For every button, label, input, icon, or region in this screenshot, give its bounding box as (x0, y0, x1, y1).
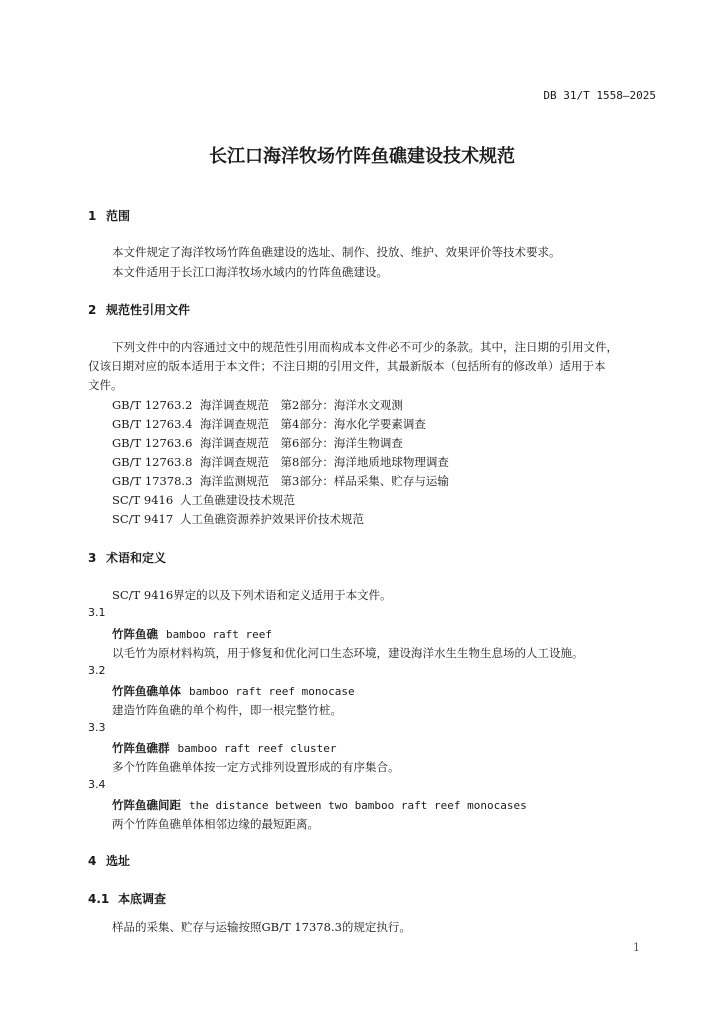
page-number: 1 (633, 941, 640, 954)
term-number: 3.3 (88, 721, 106, 734)
reference-code: SC/T 9417 (112, 512, 174, 526)
reference-title: 海洋调查规范 第2部分：海洋水文观测 (200, 398, 403, 412)
term-heading (112, 740, 336, 756)
reference-code: GB/T 17378.3 (112, 474, 193, 488)
term-english: the distance between two bamboo raft reef monocases (189, 799, 527, 812)
section-1-heading (88, 207, 130, 224)
term-number: 3.4 (88, 778, 106, 791)
paragraph: 本文件适用于长江口海洋牧场水域内的竹阵鱼礁建设。 (112, 265, 388, 279)
reference-title: 人工鱼礁建设技术规范 (180, 493, 295, 507)
term-heading (112, 683, 355, 699)
term-heading (112, 797, 527, 813)
term-definition: 建造竹阵鱼礁的单个构件，即一根完整竹桩。 (112, 703, 342, 717)
reference-item (112, 454, 449, 470)
term-english: bamboo raft reef monocase (189, 685, 355, 698)
reference-item (112, 511, 364, 527)
term-chinese: 竹阵鱼礁群 (112, 741, 170, 755)
term-english: bamboo raft reef cluster (177, 742, 337, 755)
term-heading (112, 626, 272, 642)
section-number: 1 (88, 209, 97, 223)
term-chinese: 竹阵鱼礁 (112, 627, 158, 641)
section-title: 范围 (106, 209, 131, 223)
subsection-number: 4.1 (88, 892, 110, 906)
term-english: bamboo raft reef (166, 628, 272, 641)
reference-item (112, 492, 295, 508)
section-number: 4 (88, 854, 97, 868)
reference-title: 海洋调查规范 第4部分：海水化学要素调查 (200, 417, 426, 431)
section-3-heading (88, 549, 166, 566)
reference-title: 海洋监测规范 第3部分：样品采集、贮存与运输 (200, 474, 449, 488)
reference-title: 海洋调查规范 第6部分：海洋生物调查 (200, 436, 403, 450)
subsection-4-1-heading (88, 890, 166, 907)
paragraph: 本文件规定了海洋牧场竹阵鱼礁建设的选址、制作、投放、维护、效果评价等技术要求。 (112, 245, 561, 259)
paragraph: 样品的采集、贮存与运输按照GB/T 17378.3的规定执行。 (112, 920, 411, 934)
paragraph-line: 下列文件中的内容通过文中的规范性引用而构成本文件必不可少的条款。其中，注日期的引用文件， (112, 340, 618, 354)
paragraph-line: 文件。 (88, 378, 123, 392)
reference-title: 海洋调查规范 第8部分：海洋地质地球物理调查 (200, 455, 449, 469)
section-number: 3 (88, 551, 97, 565)
reference-item (112, 473, 449, 489)
term-number: 3.1 (88, 606, 106, 619)
subsection-title: 本底调查 (118, 892, 167, 906)
term-definition: 两个竹阵鱼礁单体相邻边缘的最短距离。 (112, 817, 319, 831)
section-title: 术语和定义 (106, 551, 167, 565)
paragraph: SC/T 9416界定的以及下列术语和定义适用于本文件。 (112, 588, 392, 602)
term-definition: 多个竹阵鱼礁单体按一定方式排列设置形成的有序集合。 (112, 760, 400, 774)
reference-item (112, 416, 426, 432)
section-2-heading (88, 301, 190, 318)
document-title: 长江口海洋牧场竹阵鱼礁建设技术规范 (209, 146, 515, 167)
reference-item (112, 435, 403, 451)
section-4-heading (88, 852, 130, 869)
paragraph-line: 仅该日期对应的版本适用于本文件；不注日期的引用文件，其最新版本（包括所有的修改单）适用于本 (88, 359, 606, 373)
reference-code: GB/T 12763.2 (112, 398, 193, 412)
section-title: 选址 (106, 854, 131, 868)
standard-code: DB 31/T 1558—2025 (543, 89, 656, 102)
section-number: 2 (88, 303, 97, 317)
reference-title: 人工鱼礁资源养护效果评价技术规范 (180, 512, 364, 526)
section-title: 规范性引用文件 (106, 303, 191, 317)
reference-code: GB/T 12763.8 (112, 455, 193, 469)
term-chinese: 竹阵鱼礁单体 (112, 684, 181, 698)
reference-code: GB/T 12763.6 (112, 436, 193, 450)
reference-code: SC/T 9416 (112, 493, 174, 507)
term-number: 3.2 (88, 664, 106, 677)
term-definition: 以毛竹为原材料构筑，用于修复和优化河口生态环境，建设海洋水生生物生息场的人工设施。 (112, 646, 584, 660)
reference-item (112, 397, 403, 413)
term-chinese: 竹阵鱼礁间距 (112, 798, 181, 812)
reference-code: GB/T 12763.4 (112, 417, 193, 431)
